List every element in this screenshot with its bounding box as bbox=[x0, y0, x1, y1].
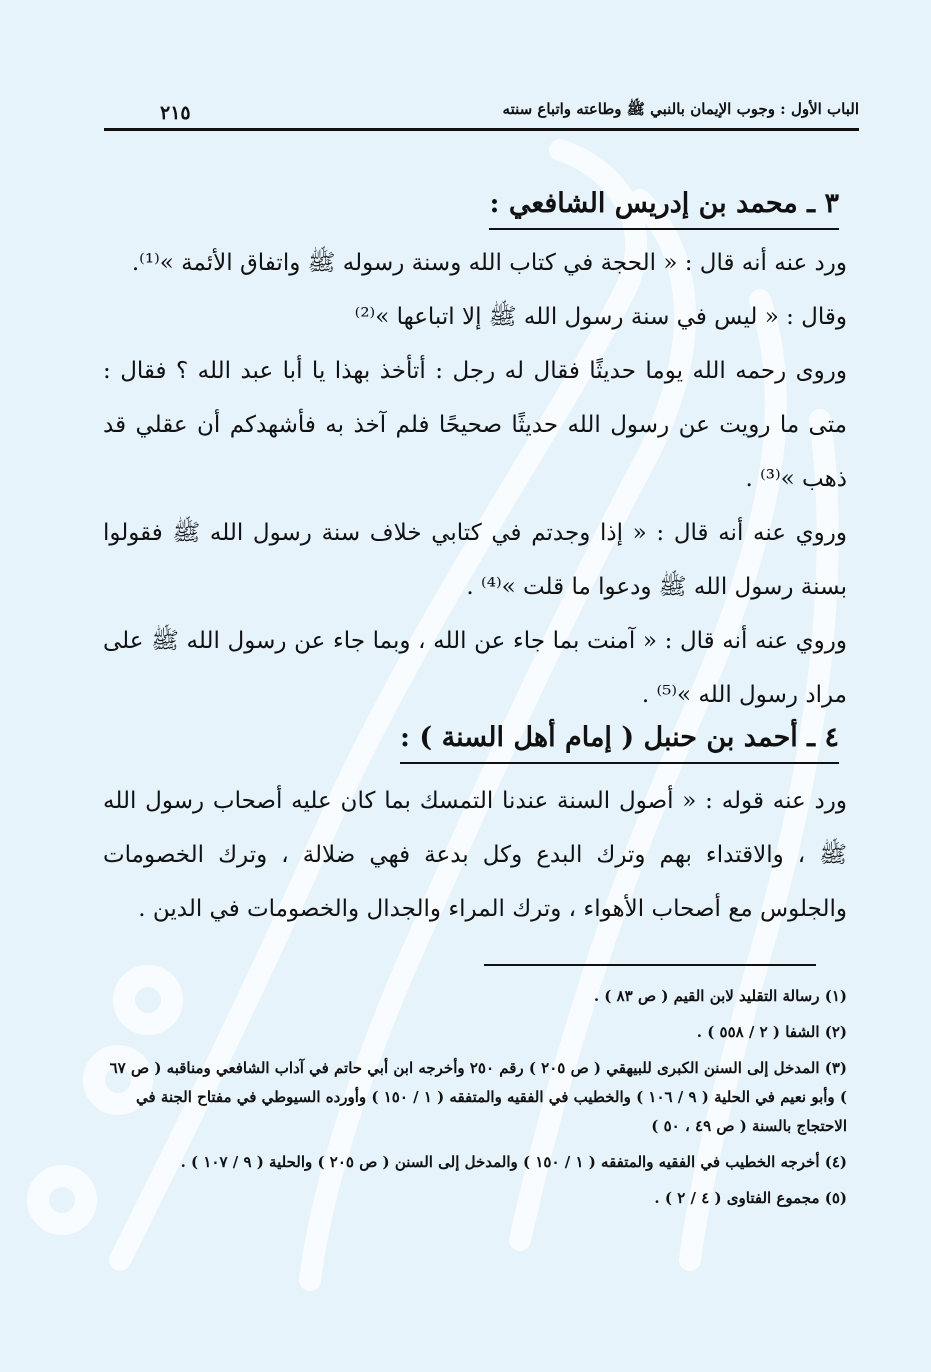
header-title: الباب الأول : وجوب الإيمان بالنبي ﷺ وطاعته واتباع سنته bbox=[502, 100, 859, 118]
footnote: (٢) الشفا ( ٢ / ٥٥٨ ) . bbox=[696, 1023, 847, 1041]
section-heading-shafii: ٣ ـ محمد بن إدريس الشافعي : bbox=[489, 184, 839, 230]
footnotes bbox=[99, 982, 847, 1220]
section-body-shafii bbox=[103, 236, 847, 722]
running-header bbox=[104, 92, 859, 131]
footnote: (١) رسالة التقليد لابن القيم ( ص ٨٣ ) . bbox=[593, 987, 847, 1005]
paragraph: وروي عنه أنه قال : « آمنت بما جاء عن الله ، وبما جاء عن رسول الله ﷺ على مراد رسول الله »⁽⁵⁾ . bbox=[103, 628, 847, 708]
paragraph: ورد عنه قوله : « أصول السنة عندنا التمسك بما كان عليه أصحاب رسول الله ﷺ ، والاقتداء بهم وترك البدع وكل بدعة فهي ضلالة ، وترك الخصومات والجلوس مع أصحاب الأهواء ، وترك المراء والجدال والخصومات في الدين . bbox=[103, 788, 847, 922]
footnote-separator bbox=[484, 964, 816, 966]
footnote: (٤) أخرجه الخطيب في الفقيه والمتفقه ( ١ / ١٥٠ ) والمدخل إلى السنن ( ص ٢٠٥ ) والحلية ( ٩ / ١٠٧ ) . bbox=[180, 1153, 847, 1171]
section-body-ahmad bbox=[103, 774, 847, 936]
paragraph: ورد عنه أنه قال : « الحجة في كتاب الله وسنة رسوله ﷺ واتفاق الأئمة »⁽¹⁾. bbox=[131, 250, 847, 276]
paragraph: وقال : « ليس في سنة رسول الله ﷺ إلا اتباعها »⁽²⁾ bbox=[354, 304, 847, 330]
paragraph: وروى رحمه الله يوما حديثًا فقال له رجل : أتأخذ بهذا يا أبا عبد الله ؟ فقال : متى ما رويت عن رسول الله حديثًا صحيحًا فلم آخذ به فأشهدكم أن عقلي قد ذهب »⁽³⁾ . bbox=[103, 358, 847, 492]
paragraph: وروي عنه أنه قال : « إذا وجدتم في كتابي خلاف سنة رسول الله ﷺ فقولوا بسنة رسول الله ﷺ ودعوا ما قلت »⁽⁴⁾ . bbox=[103, 520, 847, 600]
page-number: ٢١٥ bbox=[160, 102, 191, 124]
footnote: (٥) مجموع الفتاوى ( ٤ / ٢ ) . bbox=[654, 1189, 847, 1207]
footnote: (٣) المدخل إلى السنن الكبرى للبيهقي ( ص ٢٠٥ ) رقم ٢٥٠ وأخرجه ابن أبي حاتم في آداب الشافعي ومناقبه ( ص ٦٧ ) وأبو نعيم في الحلية ( ٩ / ١٠٦ ) والخطيب في الفقيه والمتفقه ( ١ / ١٥٠ ) وأورده السيوطي في مفتاح الجنة في الاحتجاج بالسنة ( ص ٤٩ ، ٥٠ ) bbox=[109, 1059, 847, 1135]
section-heading-ahmad: ٤ ـ أحمد بن حنبل ( إمام أهل السنة ) : bbox=[400, 718, 839, 764]
